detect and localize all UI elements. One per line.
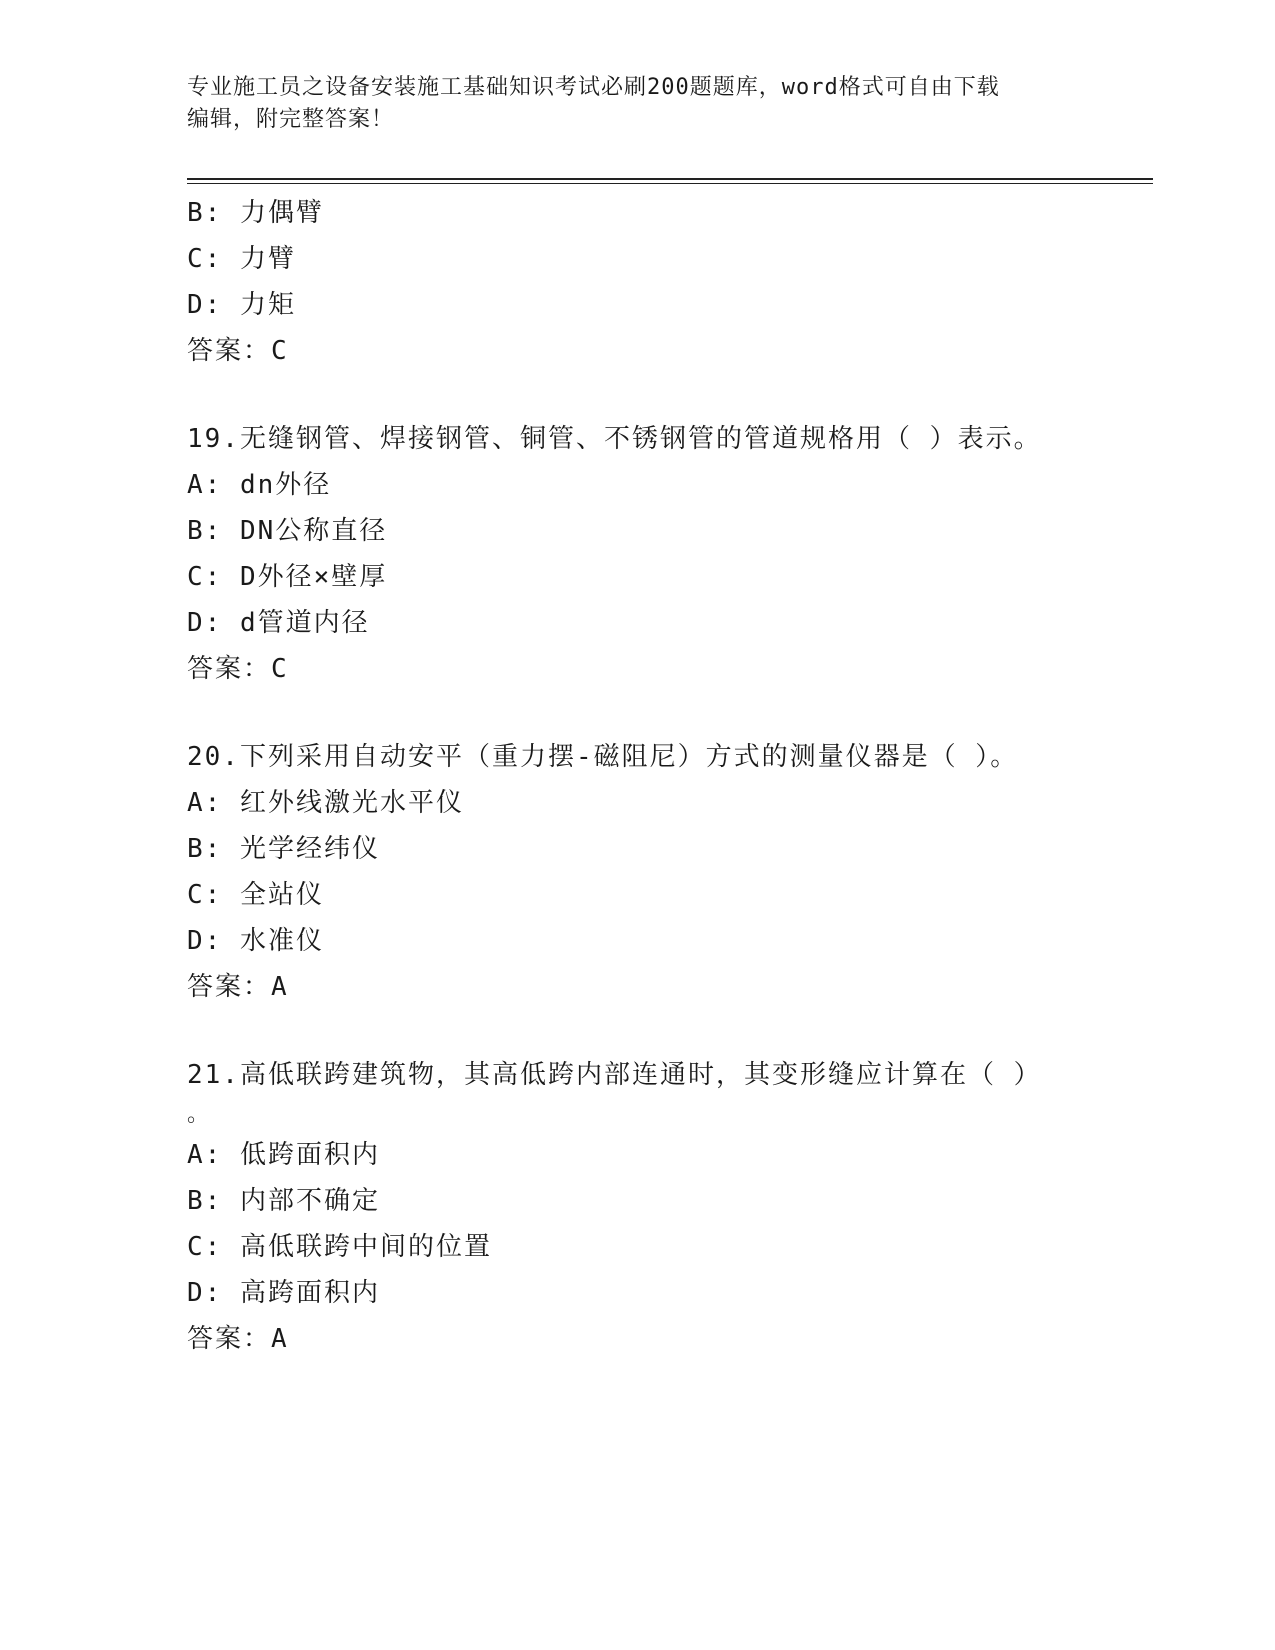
option-d: D: d管道内径 <box>187 608 370 638</box>
option-a: A: dn外径 <box>187 470 332 500</box>
option-c: C: 高低联跨中间的位置 <box>187 1232 492 1262</box>
answer-line <box>187 328 1147 374</box>
answer-label: 答案： <box>187 972 272 1002</box>
question-19 <box>187 416 1147 692</box>
option-a: A: 红外线激光水平仪 <box>187 788 464 818</box>
question-stem: 19.无缝钢管、焊接钢管、铜管、不锈钢管的管道规格用（ ）表示。 <box>187 424 1042 454</box>
answer-line <box>187 964 1147 1010</box>
question-list <box>187 190 1147 1362</box>
answer-value: C <box>271 654 289 684</box>
question-18-continued <box>187 190 1147 374</box>
option-d: D: 高跨面积内 <box>187 1278 380 1308</box>
option-a: A: 低跨面积内 <box>187 1140 380 1170</box>
option-b: B: DN公称直径 <box>187 516 388 546</box>
question-stem-tail: 。 <box>187 1102 212 1127</box>
header-title-line-2: 编辑，附完整答案！ <box>187 107 395 132</box>
answer-label: 答案： <box>187 336 272 366</box>
header-title-line-1: 专业施工员之设备安装施工基础知识考试必刷200题题库，word格式可自由下载 <box>187 75 1000 100</box>
question-stem: 20.下列采用自动安平（重力摆-磁阻尼）方式的测量仪器是（ ）。 <box>187 742 1019 772</box>
option-d: D: 水准仪 <box>187 926 324 956</box>
option-b: B: 力偶臂 <box>187 198 324 228</box>
answer-label: 答案： <box>187 1324 272 1354</box>
header-divider-thin <box>187 183 1153 184</box>
option-b: B: 内部不确定 <box>187 1186 380 1216</box>
option-d: D: 力矩 <box>187 290 296 320</box>
question-stem: 21.高低联跨建筑物，其高低跨内部连通时，其变形缝应计算在（ ） <box>187 1060 1042 1090</box>
answer-label: 答案： <box>187 654 272 684</box>
question-21 <box>187 1052 1147 1362</box>
option-b: B: 光学经纬仪 <box>187 834 380 864</box>
option-c: C: D外径×壁厚 <box>187 562 388 592</box>
answer-value: A <box>271 1324 289 1354</box>
answer-line <box>187 646 1147 692</box>
document-header <box>187 72 1067 136</box>
header-divider-thick <box>187 178 1153 180</box>
answer-value: A <box>271 972 289 1002</box>
answer-value: C <box>271 336 289 366</box>
question-20 <box>187 734 1147 1010</box>
option-c: C: 全站仪 <box>187 880 324 910</box>
option-c: C: 力臂 <box>187 244 296 274</box>
answer-line <box>187 1316 1147 1362</box>
